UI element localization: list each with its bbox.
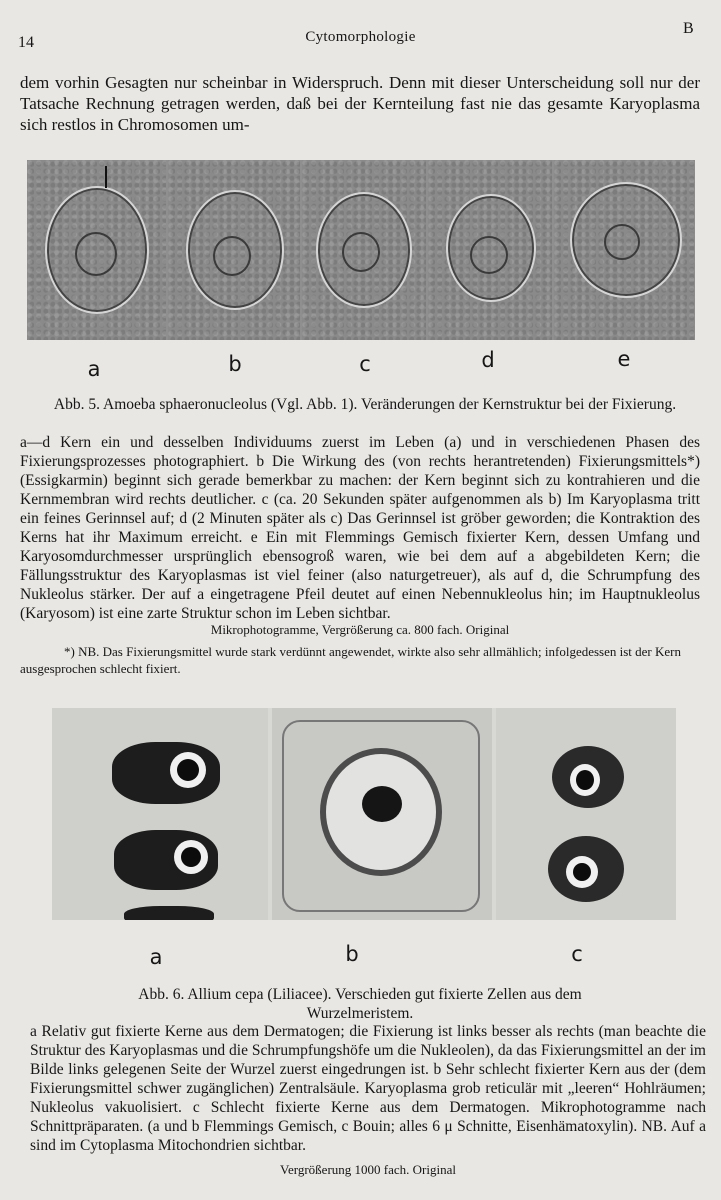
figure5-label-c: c xyxy=(359,352,371,376)
karyosome-d xyxy=(470,236,508,274)
figure6-label-a: a xyxy=(149,945,163,969)
figure6-photo-c xyxy=(496,708,676,920)
figure6-label-c: c xyxy=(571,942,583,966)
figure6-photo-a xyxy=(52,708,268,920)
figure5-label-b: b xyxy=(228,352,242,376)
karyosome-b xyxy=(213,236,251,276)
figure5-credit: Mikrophotogramme, Vergrößerung ca. 800 fach. Original xyxy=(210,622,510,637)
arrow-icon xyxy=(105,166,107,188)
running-head: Cytomorphologie xyxy=(305,29,416,45)
intro-paragraph: dem vorhin Gesagten nur scheinbar in Widerspruch. Denn mit dieser Unterscheidung soll nur der Tatsache Rechnung getragen werden, daß bei der Kernteilung fast nie das gesamte Karyoplasma sich restlos in Chromosomen um- xyxy=(20,73,700,134)
nucleolus-a2 xyxy=(181,847,201,867)
figure6-credit: Vergrößerung 1000 fach. Original xyxy=(280,1162,456,1177)
figure6-title: Abb. 6. Allium cepa (Liliacee). Verschieden gut fixierte Zellen aus dem Wurzelmeristem. xyxy=(138,986,582,1022)
page-number: 14 xyxy=(18,34,34,51)
nucleolus-a1 xyxy=(177,759,199,781)
figure6-plate xyxy=(52,708,676,920)
figure5-body: a—d Kern ein und desselben Individuums zuerst im Leben (a) und in verschiedenen Phasen des Fixierungsprozesses photographiert. b Die Wirkung des (von rechts herantretenden) Fixierungsmittels*) (Essigkarmin) beginnt sich gerade bemerkbar zu machen: der Kern beginnt sich zu kontrahieren und die Kernmembran wird rechts deutlicher. c (ca. 20 Sekunden später aufgenommen als b) Im Karyoplasma tritt ein feines Gerinnsel auf; d (2 Minuten später als c) Das Gerinnsel ist gröber geworden; die Kontraktion des Kerns hat ihr Maximum erreicht. e Ein mit Flemmings Gemisch fixierter Kern, dessen Umfang und Karyosomdurchmesser ursprünglich ebensogroß waren, wie bei dem auf a abgebildeten Kern; die Fällungsstruktur des Karyoplasmas ist viel feiner (also naturgetreuer), als auf d, die Schrumpfung des Nukleolus stärker. Der auf a eingetragene Pfeil deutet auf einen Nebennukleolus hin; im Hauptnukleolus (Karyosom) ist eine zarte Struktur schon im Leben sichtbar. xyxy=(20,434,700,622)
figure5-label-a: a xyxy=(87,357,101,381)
figure5-plate xyxy=(27,160,695,340)
karyosome-c xyxy=(342,232,380,272)
figure5-photo-d xyxy=(428,160,552,340)
karyosome-e xyxy=(604,224,640,260)
figure5-photo-c xyxy=(302,160,426,340)
nucleolus-c2 xyxy=(573,863,591,881)
figure5-label-e: e xyxy=(617,347,631,371)
figure5-photo-e xyxy=(554,160,695,340)
figure5-footnote: *) NB. Das Fixierungsmittel wurde stark verdünnt angewendet, wirkte also sehr allmählich; infolgedessen ist der Kern ausgesprochen schlecht fixiert. xyxy=(20,644,681,676)
nucleolus-b xyxy=(362,786,402,822)
figure5-photo-b xyxy=(168,160,300,340)
figure5-label-d: d xyxy=(481,348,495,372)
figure6-photo-b xyxy=(272,708,492,920)
section-letter: B xyxy=(683,20,694,37)
figure5-title: Abb. 5. Amoeba sphaeronucleolus (Vgl. Abb. 1). Veränderungen der Kernstruktur bei der Fixierung. xyxy=(53,396,677,413)
figure6-label-b: b xyxy=(345,942,359,966)
nucleolus-c1 xyxy=(576,770,594,790)
figure5-photo-a xyxy=(27,160,166,340)
karyosome-a xyxy=(75,232,117,276)
figure6-body: a Relativ gut fixierte Kerne aus dem Dermatogen; die Fixierung ist links besser als rechts (man beachte die Struktur des Karyoplasmas und die Schrumpfungshöfe um die Nukleolen), da das Fixierungsmittel an der im Bilde links gelegenen Seite der Wurzel zuerst eingedrungen ist. b Sehr schlecht fixierter Kern aus der (dem Fixierungsmittel schwer zugänglichen) Zentralsäule. Karyoplasma grob reticulär mit „leeren“ Hohlräumen; Nukleolus vakuolisiert. c Schlecht fixierte Kerne aus dem Dermatogen. Mikrophotogramme nach Schnittpräparaten. (a und b Flemmings Gemisch, c Bouin; alles 6 μ Schnitte, Eisenhämatoxylin). NB. Auf a sind im Cytoplasma Mitochondrien sichtbar. xyxy=(30,1023,706,1154)
nucleus-a3 xyxy=(124,906,214,920)
